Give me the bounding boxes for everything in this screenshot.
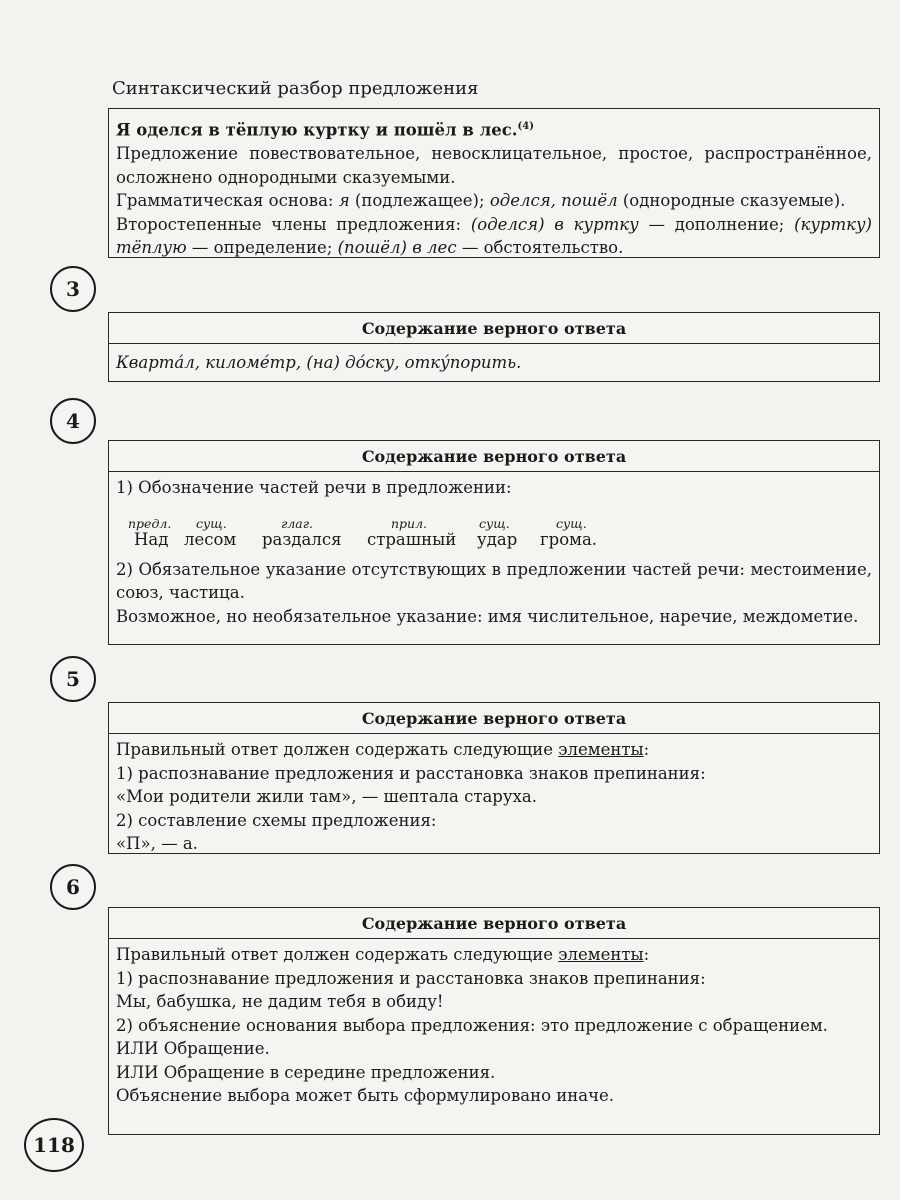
syntax-analysis-box	[108, 108, 880, 258]
optional-parts-item: Возможное, но необязательное указание: имя числительное, наречие, междометие.	[116, 606, 859, 626]
word: раздался	[262, 529, 342, 549]
answer-line: 2) объяснение основания выбора предложения: это предложение с обращением.	[116, 1015, 828, 1035]
answer-line: «П», — а.	[116, 834, 198, 853]
footnote-mark: (4)	[517, 121, 534, 132]
word: удар	[477, 529, 518, 549]
word: страшный	[367, 529, 457, 549]
answer-line: Объяснение выбора может быть сформулировано иначе.	[116, 1086, 615, 1105]
analysed-sentence: Я оделся в тёплую куртку и пошёл в лес.$^{(4)}$	[116, 120, 534, 140]
answer-header: Содержание верного ответа	[109, 703, 879, 734]
stress-answer: Кварта́л, киломе́тр, (на) до́ску, отку́порить.	[116, 353, 522, 372]
page-number: 118	[24, 1118, 84, 1172]
task-6-answer-box	[108, 907, 880, 1135]
grammatical-basis: Грамматическая основа: я (подлежащее); оделся, пошёл (однородные сказуемые).	[116, 191, 846, 210]
answer-line: Мы, бабушка, не дадим тебя в обиду!	[116, 992, 444, 1011]
word: Над	[134, 529, 169, 549]
answer-line: ИЛИ Обращение в середине предложения.	[116, 1062, 496, 1082]
secondary-members: Второстепенные члены предложения: (оделся) в куртку — дополнение; (куртку) тёплую — определение; (пошёл) в лес — обстоятельство.	[116, 214, 872, 257]
answer-header: Содержание верного ответа	[109, 313, 879, 344]
pos-labels-row	[116, 512, 872, 531]
task-5-answer-box	[108, 702, 880, 854]
pos-label: сущ.	[196, 515, 227, 531]
pos-label: сущ.	[556, 515, 587, 531]
task-number-3: 3	[50, 266, 96, 312]
task-3-answer-box	[108, 312, 880, 382]
answer-intro: Правильный ответ должен содержать следующие элементы:	[116, 740, 650, 759]
task-4-answer-box	[108, 440, 880, 645]
pos-label: глаг.	[281, 515, 314, 531]
pos-label: предл.	[128, 515, 172, 531]
section-title: Синтаксический разбор предложения	[112, 78, 479, 99]
task-number-5: 5	[50, 656, 96, 702]
word: лесом	[184, 529, 237, 549]
required-parts-item: 2) Обязательное указание отсутствующих в предложении частей речи: местоимение, союз, частица.	[116, 559, 872, 602]
task-number-4: 4	[50, 398, 96, 444]
sentence-characteristics: Предложение повествовательное, невосклицательное, простое, распространённое, осложнено однородными сказуемыми.	[116, 144, 872, 187]
answer-line: 1) распознавание предложения и расстановка знаков препинания:	[116, 763, 706, 783]
pos-label: сущ.	[479, 515, 510, 531]
analysed-words-row	[116, 528, 872, 554]
pos-label: прил.	[391, 515, 428, 531]
parts-of-speech-item: 1) Обозначение частей речи в предложении:	[116, 478, 512, 497]
word: грома.	[540, 529, 598, 549]
answer-line: 1) распознавание предложения и расстановка знаков препинания:	[116, 968, 706, 988]
answer-header: Содержание верного ответа	[109, 441, 879, 472]
answer-line: 2) составление схемы предложения:	[116, 810, 437, 830]
answer-header: Содержание верного ответа	[109, 908, 879, 939]
answer-line: ИЛИ Обращение.	[116, 1039, 270, 1058]
task-number-6: 6	[50, 864, 96, 910]
answer-intro: Правильный ответ должен содержать следующие элементы:	[116, 945, 650, 964]
answer-line: «Мои родители жили там», — шептала старуха.	[116, 787, 537, 806]
